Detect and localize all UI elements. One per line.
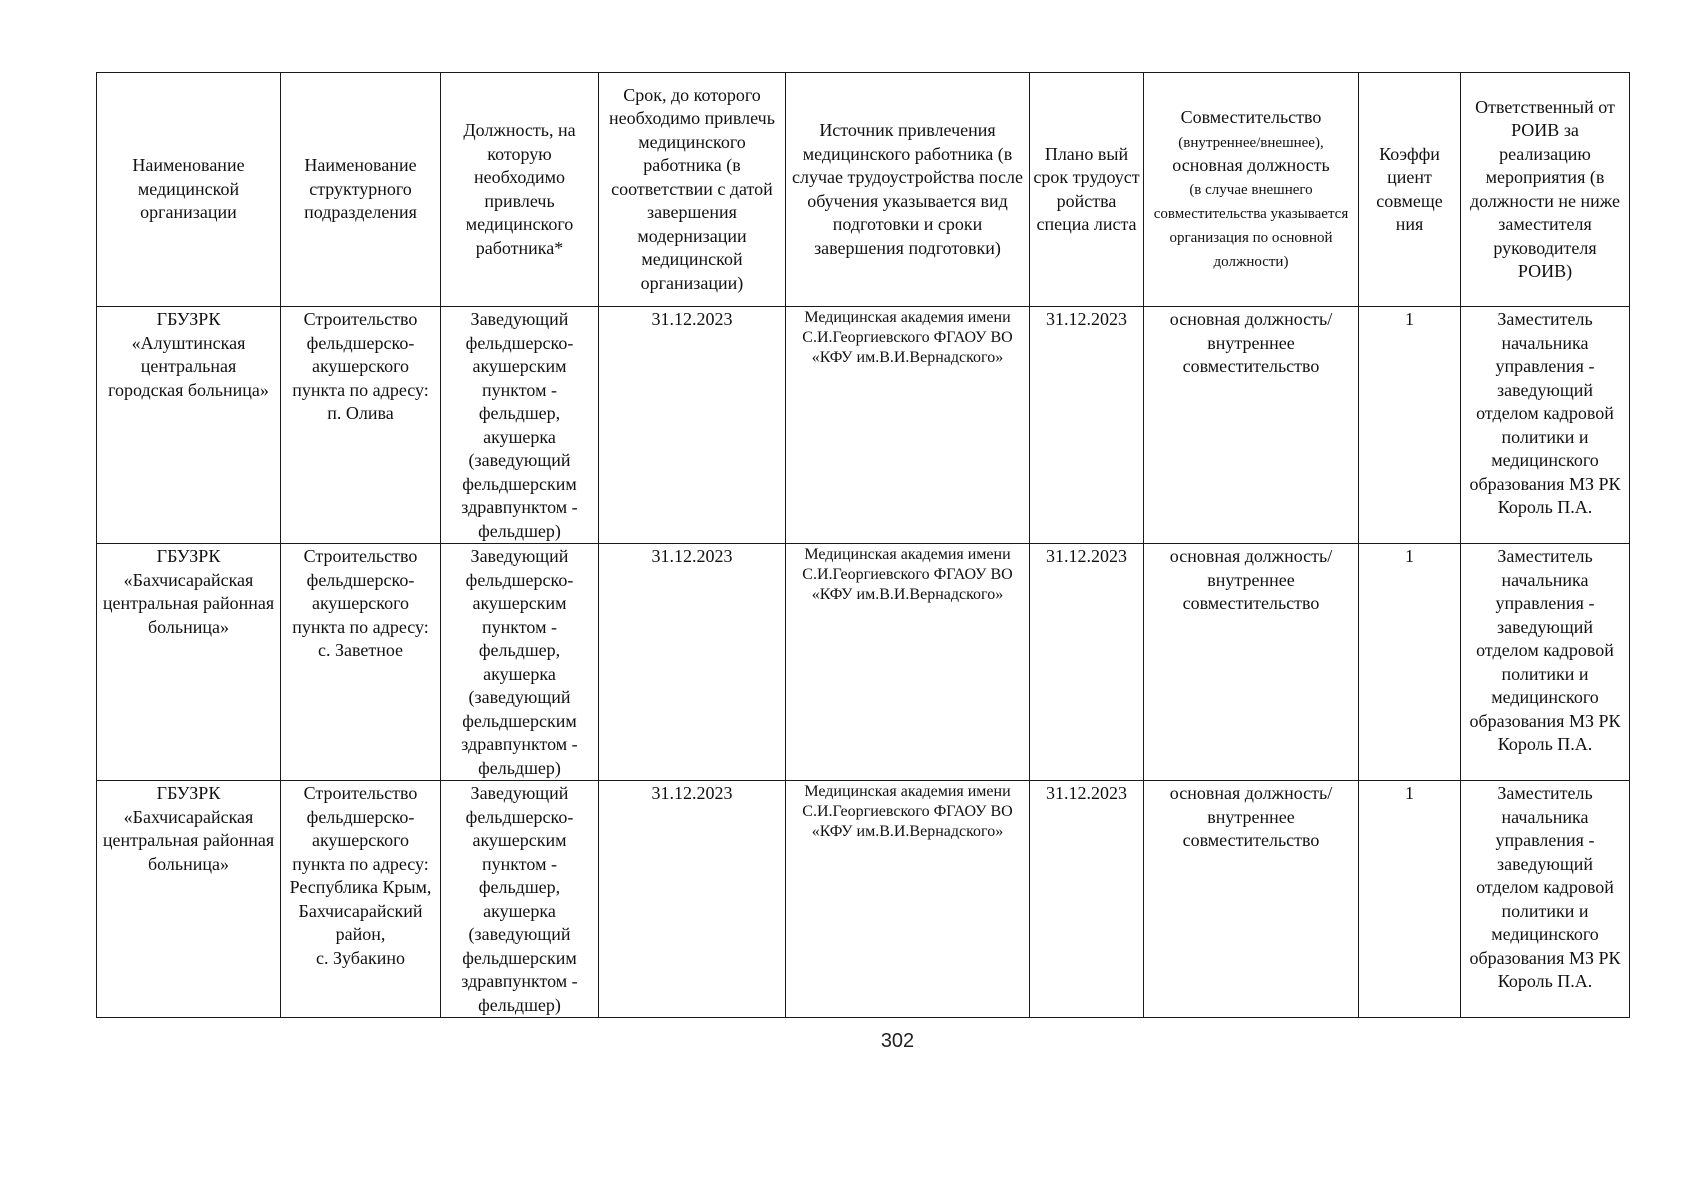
cell-source [786,544,1030,781]
source-text: Медицинская академия имени С.И.Георгиевского ФГАОУ ВО «КФУ им.В.И.Вернадского» [802,783,1013,840]
staffing-table [96,72,1630,1018]
cell-coefficient [1359,307,1461,544]
cell-organization [97,307,281,544]
cell-unit [281,544,441,781]
cell-combination [1144,781,1359,1018]
page-number: 302 [880,1030,915,1052]
table-row [97,781,1630,1018]
cell-position [441,781,599,1018]
cell-planned [1030,781,1144,1018]
coefficient-text: 1 [1405,783,1414,803]
responsible-text: Заместитель начальника управления - заведующий отделом кадровой политики и медицинского образования МЗ РК Король П.А. [1469,546,1621,754]
planned-text: 31.12.2023 [1046,546,1127,566]
header-combination [1144,73,1359,307]
organization-text: ГБУЗРК «Алуштинская центральная городская больница» [108,309,269,400]
cell-deadline [599,307,786,544]
header-responsible-label: Ответственный от РОИВ за реализацию мероприятия (в должности не ниже заместителя руководителя РОИВ) [1470,96,1620,281]
header-deadline-label: Срок, до которого необходимо привлечь медицинского работника (в соответствии с датой завершения модернизации медицинской организации) [609,84,775,293]
header-unit-label: Наименование структурного подразделения [304,155,417,223]
header-source-label: Источник привлечения медицинского работника (в случае трудоустройства после обучения указывается вид подготовки и сроки завершения подготовки) [791,120,1024,258]
combination-text: основная должность/ внутреннее совместительство [1169,783,1333,850]
cell-deadline [599,544,786,781]
cell-combination [1144,307,1359,544]
cell-coefficient [1359,544,1461,781]
header-position [441,73,599,307]
position-text: Заведующий фельдшерско-акушерским пунктом - фельдшер, акушерка (заведующий фельдшерским здравпунктом - фельдшер) [461,546,578,778]
planned-text: 31.12.2023 [1046,309,1127,329]
header-deadline [599,73,786,307]
source-text: Медицинская академия имени С.И.Георгиевского ФГАОУ ВО «КФУ им.В.И.Вернадского» [802,309,1013,366]
header-coefficient-label: Коэффи циент совмеще ния [1376,143,1443,234]
cell-position [441,544,599,781]
cell-planned [1030,544,1144,781]
header-unit [281,73,441,307]
cell-coefficient [1359,781,1461,1018]
coefficient-text: 1 [1405,309,1414,329]
unit-text: Строительство фельдшерско-акушерского пункта по адресу: п. Олива [292,309,429,423]
header-source [786,73,1030,307]
organization-text: ГБУЗРК «Бахчисарайская центральная районная больница» [102,783,275,874]
header-combination-note: (в случае внешнего совместительства указывается организация по основной должности) [1153,182,1349,270]
header-organization-label: Наименование медицинской организации [132,155,245,223]
cell-planned [1030,307,1144,544]
header-position-label: Должность, на которую необходимо привлечь медицинского работника* [463,120,576,258]
cell-source [786,307,1030,544]
unit-text: Строительство фельдшерско-акушерского пункта по адресу: с. Заветное [292,546,429,660]
header-combination-main: основная должность [1172,154,1330,175]
header-combination-title: Совместительство [1180,107,1322,127]
table-row [97,307,1630,544]
cell-combination [1144,544,1359,781]
source-text: Медицинская академия имени С.И.Георгиевского ФГАОУ ВО «КФУ им.В.И.Вернадского» [802,546,1013,603]
cell-source [786,781,1030,1018]
cell-responsible [1461,544,1630,781]
cell-organization [97,781,281,1018]
responsible-text: Заместитель начальника управления - заведующий отделом кадровой политики и медицинского образования МЗ РК Король П.А. [1469,309,1621,517]
deadline-text: 31.12.2023 [651,309,733,329]
deadline-text: 31.12.2023 [651,783,733,803]
position-text: Заведующий фельдшерско-акушерским пунктом - фельдшер, акушерка (заведующий фельдшерским здравпунктом - фельдшер) [461,783,578,1015]
cell-position [441,307,599,544]
coefficient-text: 1 [1405,546,1414,566]
cell-unit [281,307,441,544]
table-header-row [97,73,1630,307]
unit-text: Строительство фельдшерско-акушерского пункта по адресу: Республика Крым, Бахчисарайский район, с. Зубакино [289,783,432,968]
combination-text: основная должность/ внутреннее совместительство [1169,546,1333,613]
cell-organization [97,544,281,781]
cell-responsible [1461,307,1630,544]
header-organization [97,73,281,307]
cell-deadline [599,781,786,1018]
responsible-text: Заместитель начальника управления - заведующий отделом кадровой политики и медицинского образования МЗ РК Король П.А. [1469,783,1621,991]
header-responsible [1461,73,1630,307]
header-combination-type: (внутреннее/внешнее), [1178,134,1324,151]
planned-text: 31.12.2023 [1046,783,1127,803]
header-coefficient [1359,73,1461,307]
cell-unit [281,781,441,1018]
position-text: Заведующий фельдшерско-акушерским пунктом - фельдшер, акушерка (заведующий фельдшерским здравпунктом - фельдшер) [461,309,578,541]
organization-text: ГБУЗРК «Бахчисарайская центральная районная больница» [102,546,275,637]
deadline-text: 31.12.2023 [651,546,733,566]
cell-responsible [1461,781,1630,1018]
combination-text: основная должность/ внутреннее совместительство [1169,309,1333,376]
header-planned [1030,73,1144,307]
table-row [97,544,1630,781]
header-planned-label: Плано вый срок трудоуст ройства специа листа [1033,143,1140,234]
